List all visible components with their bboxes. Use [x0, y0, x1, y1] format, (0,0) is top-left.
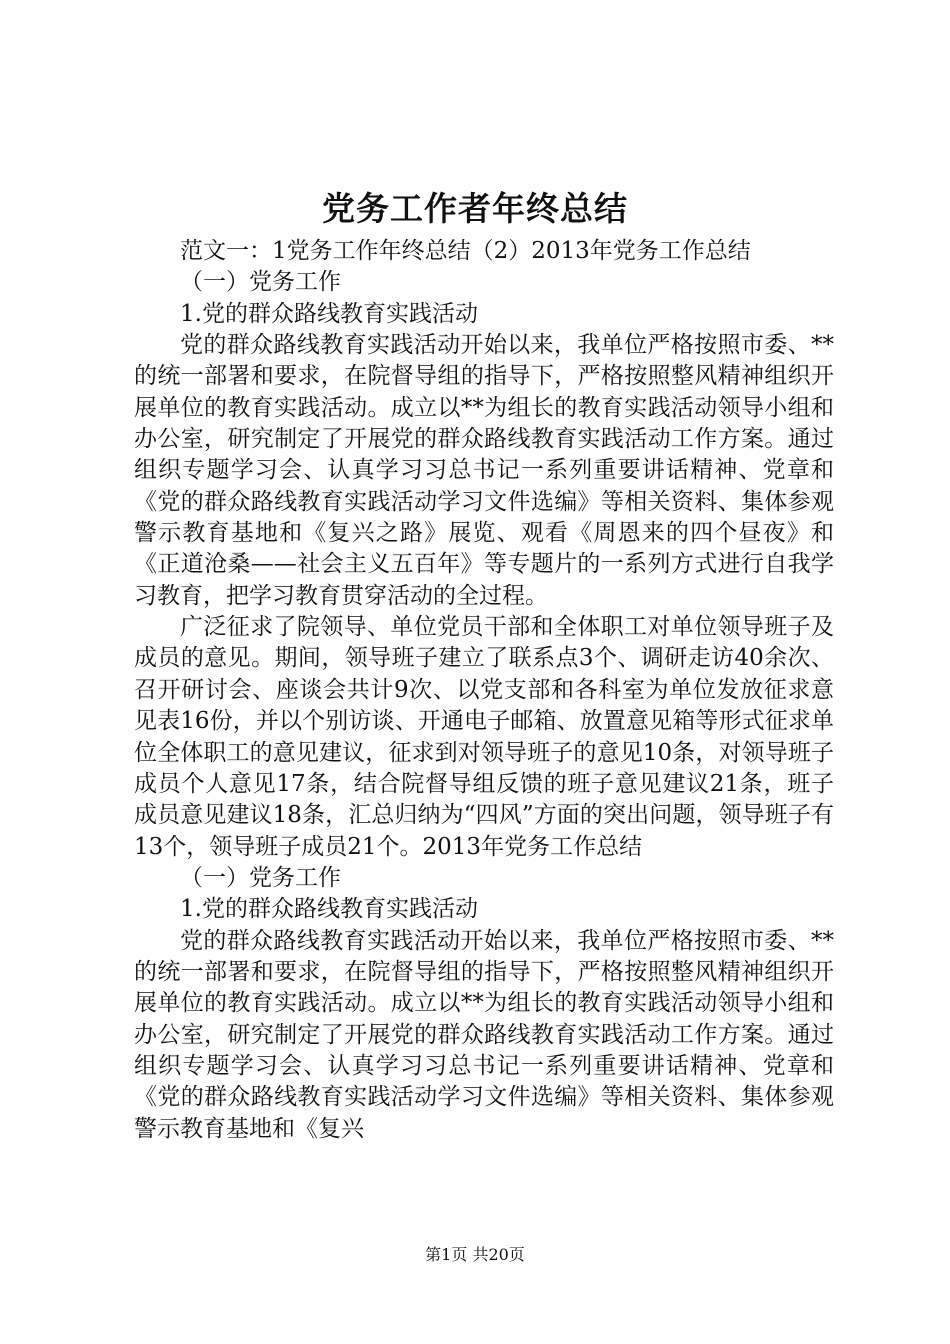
- section-heading: （一）党务工作: [180, 269, 341, 296]
- section-heading: （一）党务工作: [180, 864, 341, 891]
- subsection-heading: 1.党的群众路线教育实践活动: [180, 300, 478, 327]
- document-title: 党务工作者年终总结: [322, 189, 628, 228]
- page-footer: 第1页 共20页: [425, 1245, 525, 1264]
- body-paragraph: 党的群众路线教育实践活动开始以来，我单位严格按照市委、**的统一部署和要求，在院督导组的指导下，严格按照整风精神组织开展单位的教育实践活动。成立以**为组长的教育实践活动领导小组和办公室，研究制定了开展党的群众路线教育实践活动工作方案。通过组织专题学习会、认真学习习总书记一系列重要讲话精神、党章和《党的群众路线教育实践活动学习文件选编》等相关资料、集体参观警示教育基地和《复兴之路》展览、观看《周恩来的四个昼夜》和《正道沧桑——社会主义五百年》等专题片的一系列方式进行自我学习教育，把学习教育贯穿活动的全过程。: [134, 332, 834, 609]
- body-paragraph: 党的群众路线教育实践活动开始以来，我单位严格按照市委、**的统一部署和要求，在院督导组的指导下，严格按照整风精神组织开展单位的教育实践活动。成立以**为组长的教育实践活动领导小组和办公室，研究制定了开展党的群众路线教育实践活动工作方案。通过组织专题学习会、认真学习习总书记一系列重要讲话精神、党章和《党的群众路线教育实践活动学习文件选编》等相关资料、集体参观警示教育基地和《复兴: [134, 927, 834, 1142]
- body-paragraph: 广泛征求了院领导、单位党员干部和全体职工对单位领导班子及成员的意见。期间，领导班子建立了联系点3个、调研走访40余次、召开研讨会、座谈会共计9次、以党支部和各科室为单位发放征求意见表16份，并以个别访谈、开通电子邮箱、放置意见箱等形式征求单位全体职工的意见建议，征求到对领导班子的意见10条，对领导班子成员个人意见17条，结合院督导组反馈的班子意见建议21条，班子成员意见建议18条，汇总归纳为“四风”方面的突出问题，领导班子有13个，领导班子成员21个。2013年党务工作总结: [134, 614, 834, 860]
- paragraph-subtitle: 范文一：1党务工作年终总结（2）2013年党务工作总结: [180, 238, 751, 264]
- document-body: [134, 236, 834, 1145]
- subsection-heading: 1.党的群众路线教育实践活动: [180, 896, 478, 923]
